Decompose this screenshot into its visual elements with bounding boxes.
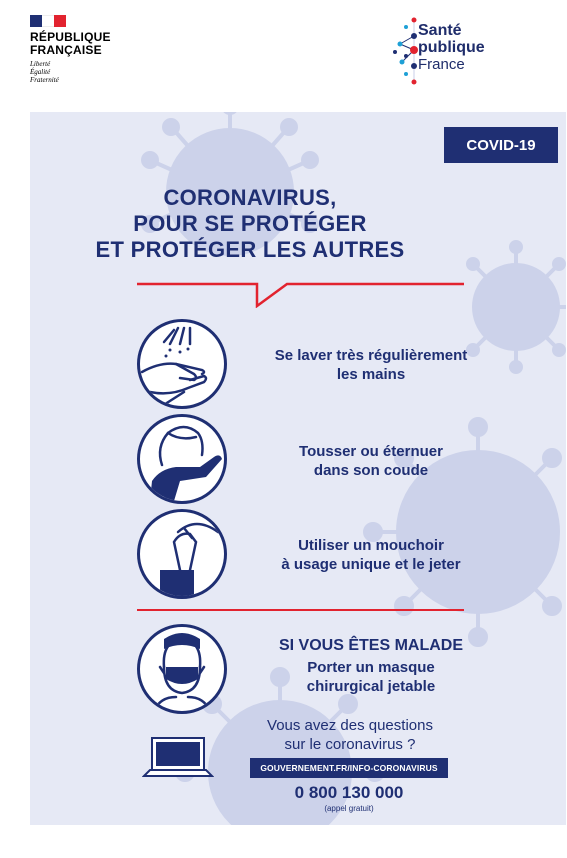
rf-motto bbox=[30, 60, 140, 84]
step-cough-line2: dans son coude bbox=[313, 462, 429, 479]
poster-title bbox=[50, 185, 450, 263]
spf-wordmark bbox=[418, 22, 485, 73]
questions-text bbox=[240, 716, 460, 754]
title-line1: CORONAVIRUS, bbox=[163, 185, 337, 210]
phone-note: (appel gratuit) bbox=[324, 804, 374, 813]
covid-badge: COVID-19 bbox=[444, 127, 558, 163]
poster-panel bbox=[30, 112, 566, 825]
speech-bubble-underline bbox=[137, 280, 467, 308]
step-cough-text bbox=[251, 442, 491, 480]
phone-number[interactable]: 0 800 130 000 bbox=[294, 783, 404, 802]
questions-line2: sur le coronavirus ? bbox=[284, 736, 416, 753]
malade-title: SI VOUS ÊTES MALADE bbox=[278, 637, 464, 654]
step-handwash-text bbox=[251, 346, 491, 384]
step-handwash-line2: les mains bbox=[336, 366, 406, 383]
motto-liberte: Liberté bbox=[30, 60, 51, 68]
motto-fraternite: Fraternité bbox=[30, 76, 59, 84]
step-handwash-line1: Se laver très régulièrement bbox=[274, 347, 468, 364]
rf-name-line1: RÉPUBLIQUE bbox=[30, 30, 111, 44]
sante-publique-france-logo bbox=[392, 16, 542, 88]
step-malade-text bbox=[251, 636, 491, 696]
malade-line2: chirurgical jetable bbox=[306, 678, 436, 695]
step-cough-line1: Tousser ou éternuer bbox=[299, 443, 443, 460]
step-tissue-text bbox=[251, 536, 491, 574]
tissue-icon bbox=[137, 509, 227, 599]
laptop-icon bbox=[142, 734, 214, 778]
handwash-icon bbox=[137, 319, 227, 409]
spf-line2: publique bbox=[418, 39, 485, 56]
title-line2: POUR SE PROTÉGER bbox=[133, 211, 367, 236]
section-divider bbox=[137, 609, 464, 611]
malade-line1: Porter un masque bbox=[307, 659, 435, 676]
rf-name-line2: FRANÇAISE bbox=[30, 43, 102, 57]
step-tissue-line2: à usage unique et le jeter bbox=[281, 556, 461, 573]
motto-egalite: Égalité bbox=[30, 68, 51, 76]
questions-line1: Vous avez des questions bbox=[267, 717, 433, 734]
info-url-link[interactable]: GOUVERNEMENT.FR/INFO-CORONAVIRUS bbox=[250, 758, 448, 778]
title-line3: ET PROTÉGER LES AUTRES bbox=[95, 237, 405, 262]
elbow-cough-icon bbox=[137, 414, 227, 504]
republique-francaise-logo bbox=[30, 15, 140, 84]
spf-line3: France bbox=[418, 56, 465, 73]
spf-line1: Santé bbox=[418, 22, 462, 39]
step-tissue-line1: Utiliser un mouchoir bbox=[298, 537, 444, 554]
french-flag-icon bbox=[30, 15, 66, 27]
mask-face-icon bbox=[137, 624, 227, 714]
